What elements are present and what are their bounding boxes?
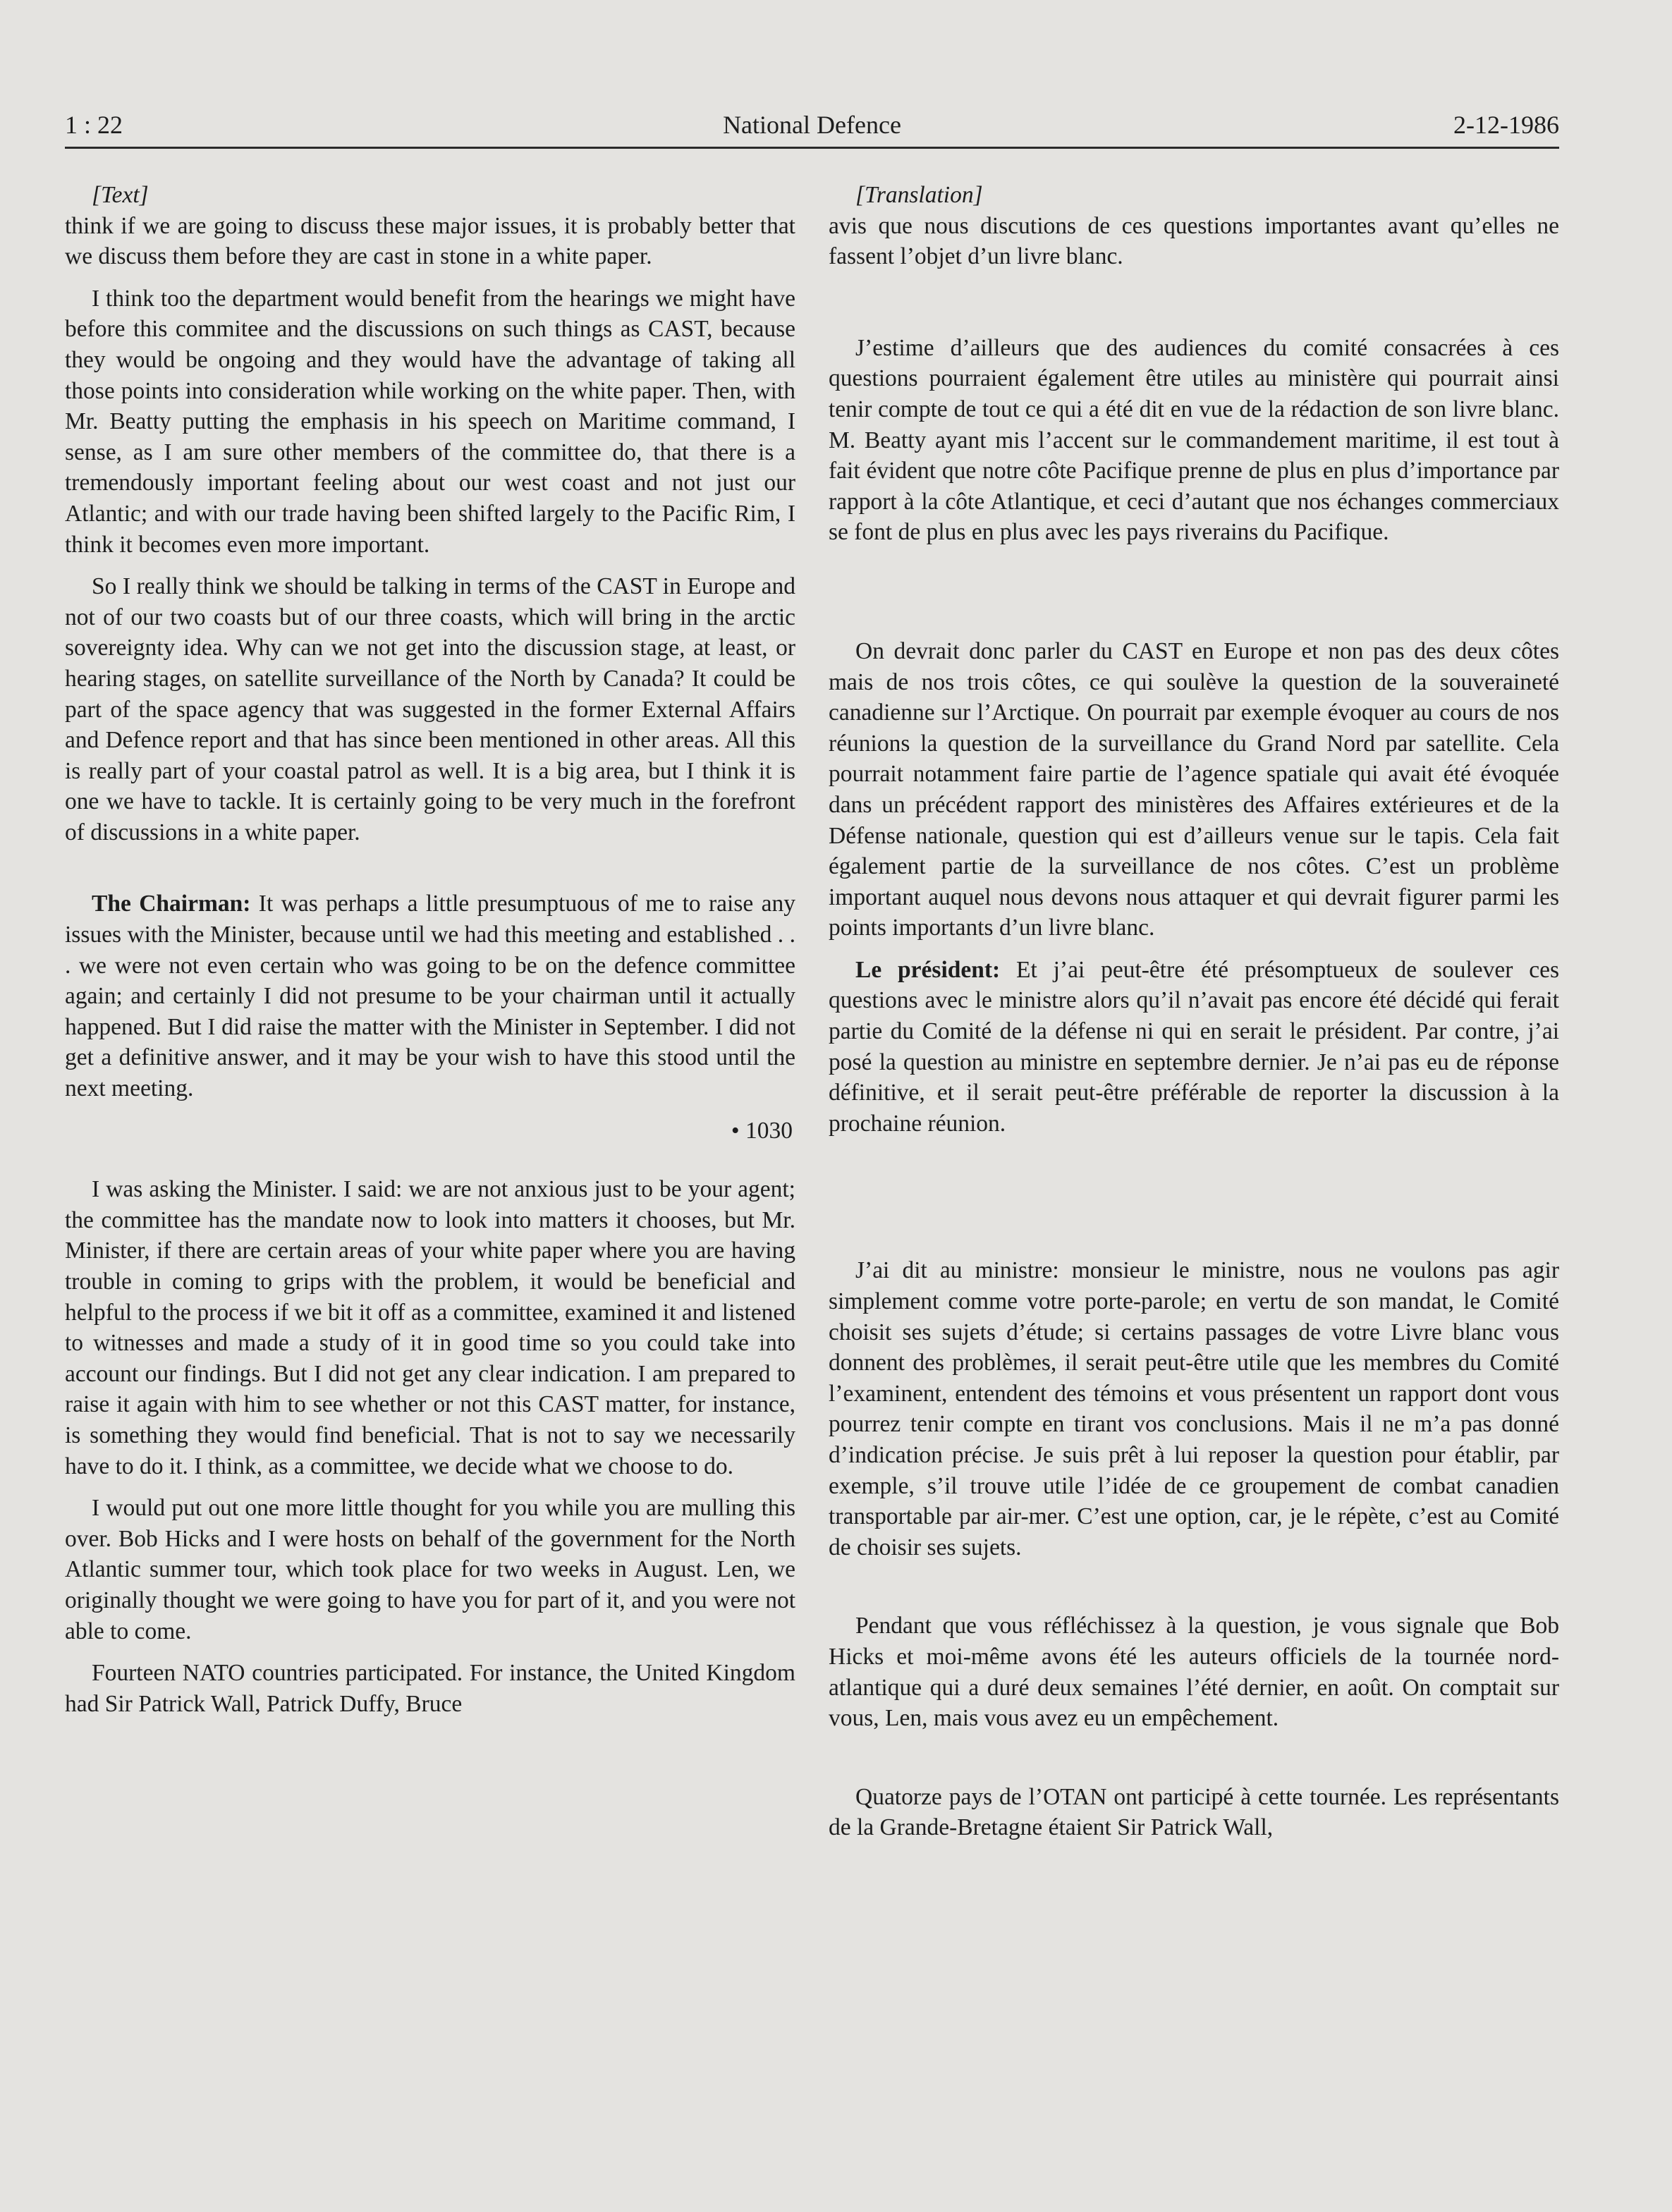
paragraph: On devrait donc parler du CAST en Europe et non pas des deux côtes mais de nos trois côtes, ce qui soulève la question de la souveraineté canadienne sur l’Arctique. On pourrait par exemple évoquer au cours de nos réunions la question de la surveillance du Grand Nord par satellite. Cela pourrait notamment faire partie de l’agence spatiale qui avait été évoquée dans un précédent rapport des ministères des Affaires extérieures et de la Défense nationale, question qui est d’ailleurs venue sur le tapis. Cela fait également partie de la surveillance de nos côtes. C’est un problème important auquel nous devons nous attaquer et qui devrait figurer parmi les points importants d’un livre blanc.: [829, 637, 1559, 941]
speaker-name: Le président:: [855, 956, 1001, 983]
header-date: 2-12-1986: [1453, 111, 1559, 139]
text-marker: [Text]: [92, 182, 149, 208]
paragraph: I think too the department would benefit from the hearings we might have before this commitee and the discussions on such things as CAST, because they would be ongoing and they would have the advantage of taking all those points into consideration while working on the white paper. Then, with Mr. Beatty putting the emphasis in his speech on Maritime command, I sense, as I am sure other members of the committee do, that there is a tremendously important feeling about our west coast and not just our Atlantic; and with our trade having been shifted largely to the Pacific Rim, I think it becomes even more important.: [65, 285, 795, 558]
time-marker: • 1030: [731, 1117, 793, 1144]
speaker-text: It was perhaps a little presumptuous of me to raise any issues with the Minister, because until we had this meeting and established . . . we were not even certain who was going to be on the defence committee again; and certainly I did not presume to be your chairman until it actually happened. But I did raise the matter with the Minister in September. I did not get a definitive answer, and it may be your wish to have this stood until the next meeting.: [65, 891, 795, 1102]
french-column: [829, 180, 1559, 1843]
translation-marker: [Translation]: [855, 182, 983, 208]
paragraph: Fourteen NATO countries participated. For instance, the United Kingdom had Sir Patrick Wall, Patrick Duffy, Bruce: [65, 1660, 795, 1717]
english-column: [65, 180, 795, 1719]
speaker-paragraph: [829, 955, 1559, 1139]
speaker-name: The Chairman:: [92, 891, 251, 917]
paragraph: Quatorze pays de l’OTAN ont participé à cette tournée. Les représentants de la Grande-Bretagne étaient Sir Patrick Wall,: [829, 1783, 1559, 1841]
paragraph: I was asking the Minister. I said: we are not anxious just to be your agent; the committee has the mandate now to look into matters it chooses, but Mr. Minister, if there are certain areas of your white paper where you are having trouble in coming to grips with the problem, it would be beneficial and helpful to the process if we bit it off as a committee, examined it and listened to witnesses and made a study of it in good time so you could take into account our findings. But I did not get any clear indication. I am prepared to raise it again with him to see whether or not this CAST matter, for instance, is something they would find beneficial. That is not to say we necessarily have to do it. I think, as a committee, we decide what we choose to do.: [65, 1176, 795, 1479]
page-number: 1 : 22: [65, 111, 123, 139]
paragraph: J’estime d’ailleurs que des audiences du comité consacrées à ces questions pourraient également être utiles au ministère qui pourrait ainsi tenir compte de tout ce qui a été dit en vue de la rédaction de son livre blanc. M. Beatty ayant mis l’accent sur le commandement maritime, il est tout à fait évident que notre côte Pacifique prenne de plus en plus d’importance par rapport à la côte Atlantique, et ceci d’autant que nos échanges commerciaux se font de plus en plus avec les pays riverains du Pacifique.: [829, 334, 1559, 546]
running-title: National Defence: [723, 111, 901, 139]
speaker-paragraph: [65, 888, 795, 1104]
speaker-text: Et j’ai peut-être été présomptueux de soulever ces questions avec le ministre alors qu’il n’avait pas encore été décidé qui ferait partie du Comité de la défense ni qui en serait le président. Par contre, j’ai posé la question au ministre en septembre dernier. Je n’ai pas eu de réponse définitive, et il serait peut-être préférable de reporter la discussion à la prochaine réunion.: [829, 956, 1559, 1137]
page-header: [65, 104, 1559, 149]
paragraph: think if we are going to discuss these major issues, it is probably better that we discuss them before they are cast in stone in a white paper.: [65, 212, 795, 270]
paragraph: So I really think we should be talking in terms of the CAST in Europe and not of our two coasts but of our three coasts, which will bring in the arctic sovereignty idea. Why can we not get into the discussion stage, at least, or hearing stages, on satellite surveillance of the North by Canada? It could be part of the space agency that was suggested in the former External Affairs and Defence report and that has since been mentioned in other areas. All this is really part of your coastal patrol as well. It is a big area, but I think it is one we have to tackle. It is certainly going to be very much in the forefront of discussions in a white paper.: [65, 573, 795, 845]
paragraph: J’ai dit au ministre: monsieur le ministre, nous ne voulons pas agir simplement comme votre porte-parole; en vertu de son mandat, le Comité choisit ses sujets d’étude; si certains passages de votre Livre blanc vous donnent des problèmes, il serait peut-être utile que les membres du Comité l’examinent, entendent des témoins et vous présentent un rapport dont vous pourrez tenir compte en tirant vos conclusions. Mais il ne m’a pas donné d’indication précise. Je suis prêt à lui reposer la question pour établir, par exemple, s’il trouve utile l’idée de ce groupement de combat canadien transportable par air-mer. C’est une option, car, je le répète, c’est au Comité de choisir ses sujets.: [829, 1257, 1559, 1560]
paragraph: Pendant que vous réfléchissez à la question, je vous signale que Bob Hicks et moi-même avons été les auteurs officiels de la tournée nord-atlantique qui a duré deux semaines l’été dernier, en août. On comptait sur vous, Len, mais vous avez eu un empêchement.: [829, 1613, 1559, 1732]
paragraph: I would put out one more little thought for you while you are mulling this over. Bob Hicks and I were hosts on behalf of the government for the North Atlantic summer tour, which took place for two weeks in August. Len, we originally thought we were going to have you for part of it, and you were not able to come.: [65, 1495, 795, 1644]
paragraph: avis que nous discutions de ces questions importantes avant qu’elles ne fassent l’objet d’un livre blanc.: [829, 212, 1559, 270]
